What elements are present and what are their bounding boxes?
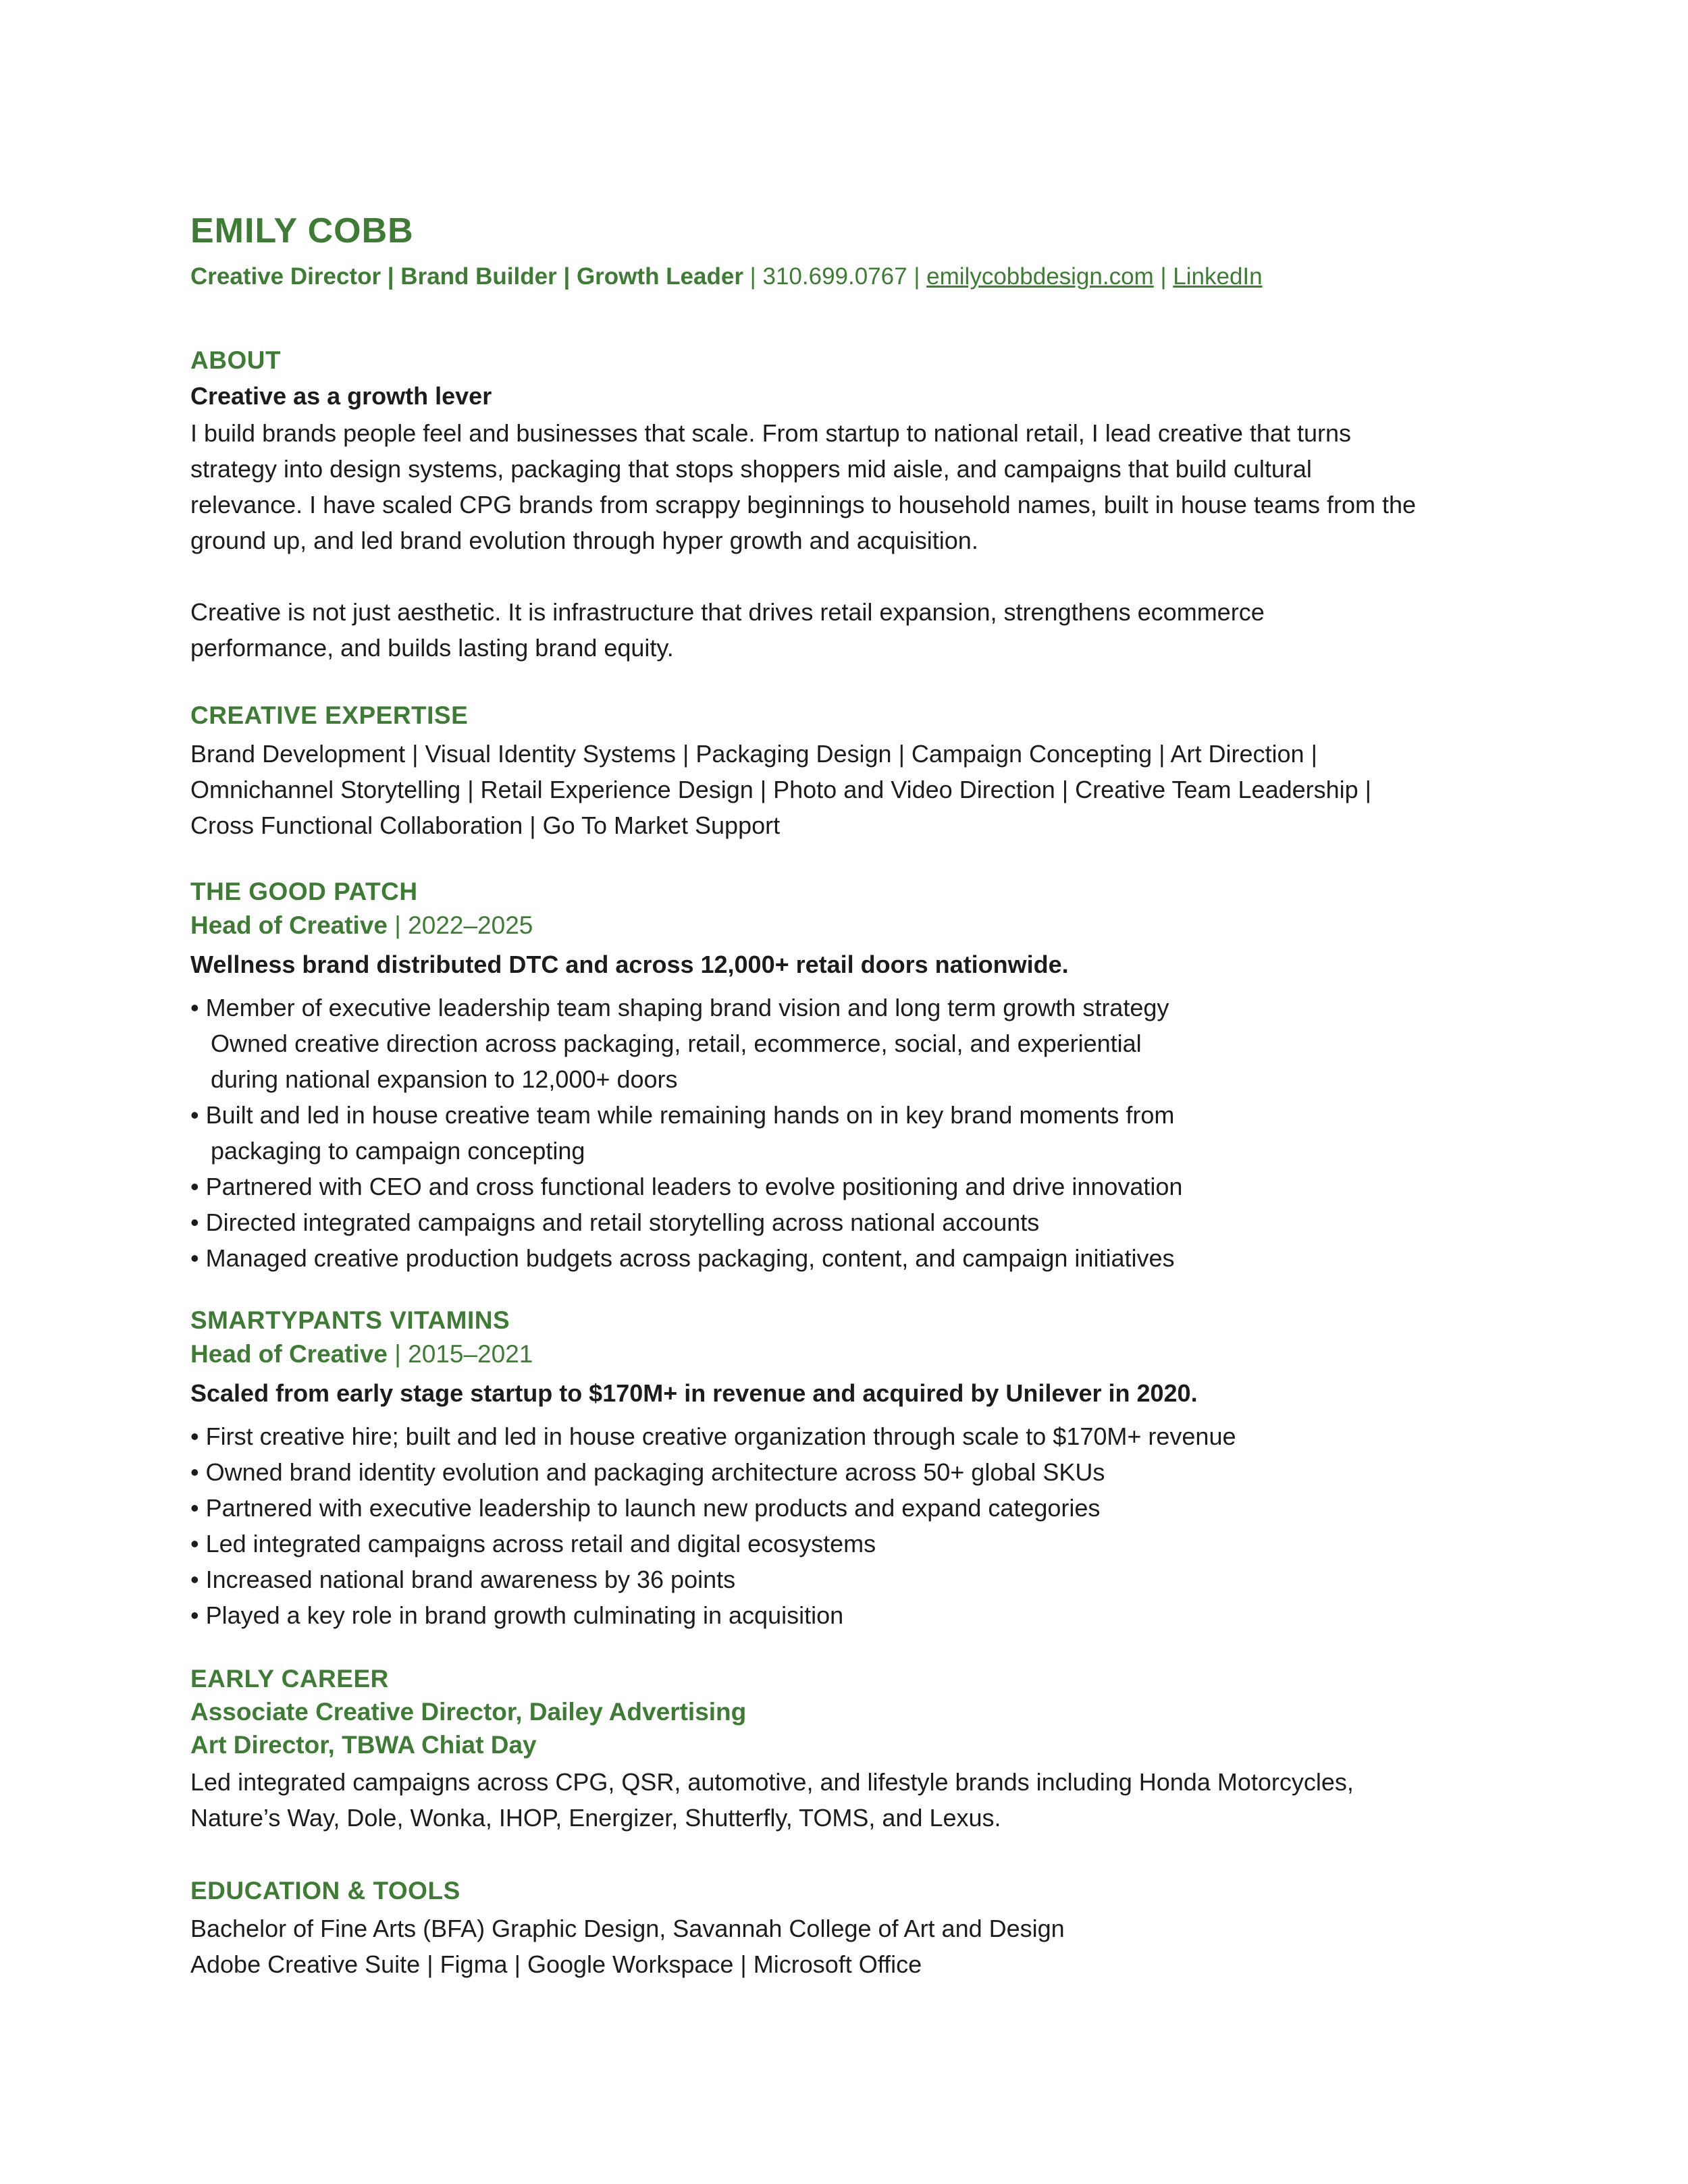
list-item: • Partnered with CEO and cross functional leaders to evolve positioning and drive innovation xyxy=(190,1173,1183,1200)
phone-number: 310.699.0767 xyxy=(762,263,907,290)
job2-bullets xyxy=(190,1418,1236,1633)
candidate-name: EMILY COBB xyxy=(190,211,414,250)
list-item: • Owned brand identity evolution and packaging architecture across 50+ global SKUs xyxy=(190,1458,1105,1486)
expertise-heading: CREATIVE EXPERTISE xyxy=(190,701,469,729)
job1-dates: | 2022–2025 xyxy=(388,911,533,939)
text-line: Nature’s Way, Dole, Wonka, IHOP, Energizer, Shutterfly, TOMS, and Lexus. xyxy=(190,1804,1001,1832)
tools: Adobe Creative Suite | Figma | Google Workspace | Microsoft Office xyxy=(190,1950,922,1978)
list-item: • Member of executive leadership team shaping brand vision and long term growth strategy xyxy=(190,994,1169,1021)
separator: | xyxy=(1153,263,1173,290)
header-contact-line xyxy=(190,263,1263,290)
job1-summary: Wellness brand distributed DTC and across 12,000+ retail doors nationwide. xyxy=(190,951,1069,978)
job2-title: Head of Creative xyxy=(190,1340,388,1368)
list-item: • First creative hire; built and led in house creative organization through scale to $170M+ revenue xyxy=(190,1422,1236,1450)
early-role-1: Associate Creative Director, Dailey Advertising xyxy=(190,1698,747,1726)
job2-dates: | 2015–2021 xyxy=(388,1340,533,1368)
expertise-list xyxy=(190,736,1371,843)
job1-title: Head of Creative xyxy=(190,911,388,939)
list-item: • Played a key role in brand growth culminating in acquisition xyxy=(190,1601,844,1629)
separator: | xyxy=(907,263,927,290)
job2-title-line xyxy=(190,1340,533,1368)
about-paragraph-1 xyxy=(190,415,1416,558)
text-line: Led integrated campaigns across CPG, QSR, automotive, and lifestyle brands including Honda Motorcycles, xyxy=(190,1768,1354,1796)
linkedin-link[interactable]: LinkedIn xyxy=(1173,263,1263,290)
list-item: during national expansion to 12,000+ doors xyxy=(190,1065,678,1093)
education-heading: EDUCATION & TOOLS xyxy=(190,1877,460,1905)
list-item: • Led integrated campaigns across retail and digital ecosystems xyxy=(190,1530,876,1557)
list-item: • Directed integrated campaigns and retail storytelling across national accounts xyxy=(190,1208,1040,1236)
list-item: Owned creative direction across packaging, retail, ecommerce, social, and experiential xyxy=(190,1030,1142,1057)
early-career-heading: EARLY CAREER xyxy=(190,1665,389,1693)
about-subheading: Creative as a growth lever xyxy=(190,382,492,410)
text-line: Cross Functional Collaboration | Go To Market Support xyxy=(190,811,781,839)
early-career-description xyxy=(190,1764,1354,1836)
list-item: • Partnered with executive leadership to launch new products and expand categories xyxy=(190,1494,1101,1522)
job2-company: SMARTYPANTS VITAMINS xyxy=(190,1306,510,1334)
degree: Bachelor of Fine Arts (BFA) Graphic Design, Savannah College of Art and Design xyxy=(190,1915,1065,1942)
text-line: I build brands people feel and businesses that scale. From startup to national retail, I lead creative that turns xyxy=(190,419,1351,447)
list-item: • Increased national brand awareness by 36 points xyxy=(190,1566,736,1593)
text-line: Brand Development | Visual Identity Systems | Packaging Design | Campaign Concepting | Art Direction | xyxy=(190,740,1317,768)
text-line: strategy into design systems, packaging that stops shoppers mid aisle, and campaigns that build cultural xyxy=(190,455,1312,483)
education-block xyxy=(190,1911,1065,1982)
tagline: Creative Director | Brand Builder | Growth Leader xyxy=(190,263,743,290)
job1-company: THE GOOD PATCH xyxy=(190,878,418,905)
separator: | xyxy=(743,263,763,290)
job1-title-line xyxy=(190,911,533,940)
job2-summary: Scaled from early stage startup to $170M+ in revenue and acquired by Unilever in 2020. xyxy=(190,1379,1198,1407)
text-line: relevance. I have scaled CPG brands from scrappy beginnings to household names, built in house teams from the xyxy=(190,491,1416,518)
text-line: ground up, and led brand evolution through hyper growth and acquisition. xyxy=(190,527,978,554)
text-line: Omnichannel Storytelling | Retail Experience Design | Photo and Video Direction | Creative Team Leadership | xyxy=(190,776,1372,803)
list-item: • Built and led in house creative team while remaining hands on in key brand moments from xyxy=(190,1101,1175,1129)
job1-bullets xyxy=(190,990,1182,1276)
list-item: packaging to campaign concepting xyxy=(190,1137,585,1165)
website-link[interactable]: emilycobbdesign.com xyxy=(926,263,1154,290)
text-line: performance, and builds lasting brand equity. xyxy=(190,634,674,662)
about-paragraph-2 xyxy=(190,594,1265,666)
about-heading: ABOUT xyxy=(190,346,282,374)
list-item: • Managed creative production budgets across packaging, content, and campaign initiatives xyxy=(190,1244,1175,1272)
text-line: Creative is not just aesthetic. It is infrastructure that drives retail expansion, strengthens ecommerce xyxy=(190,598,1265,626)
early-role-2: Art Director, TBWA Chiat Day xyxy=(190,1731,537,1759)
